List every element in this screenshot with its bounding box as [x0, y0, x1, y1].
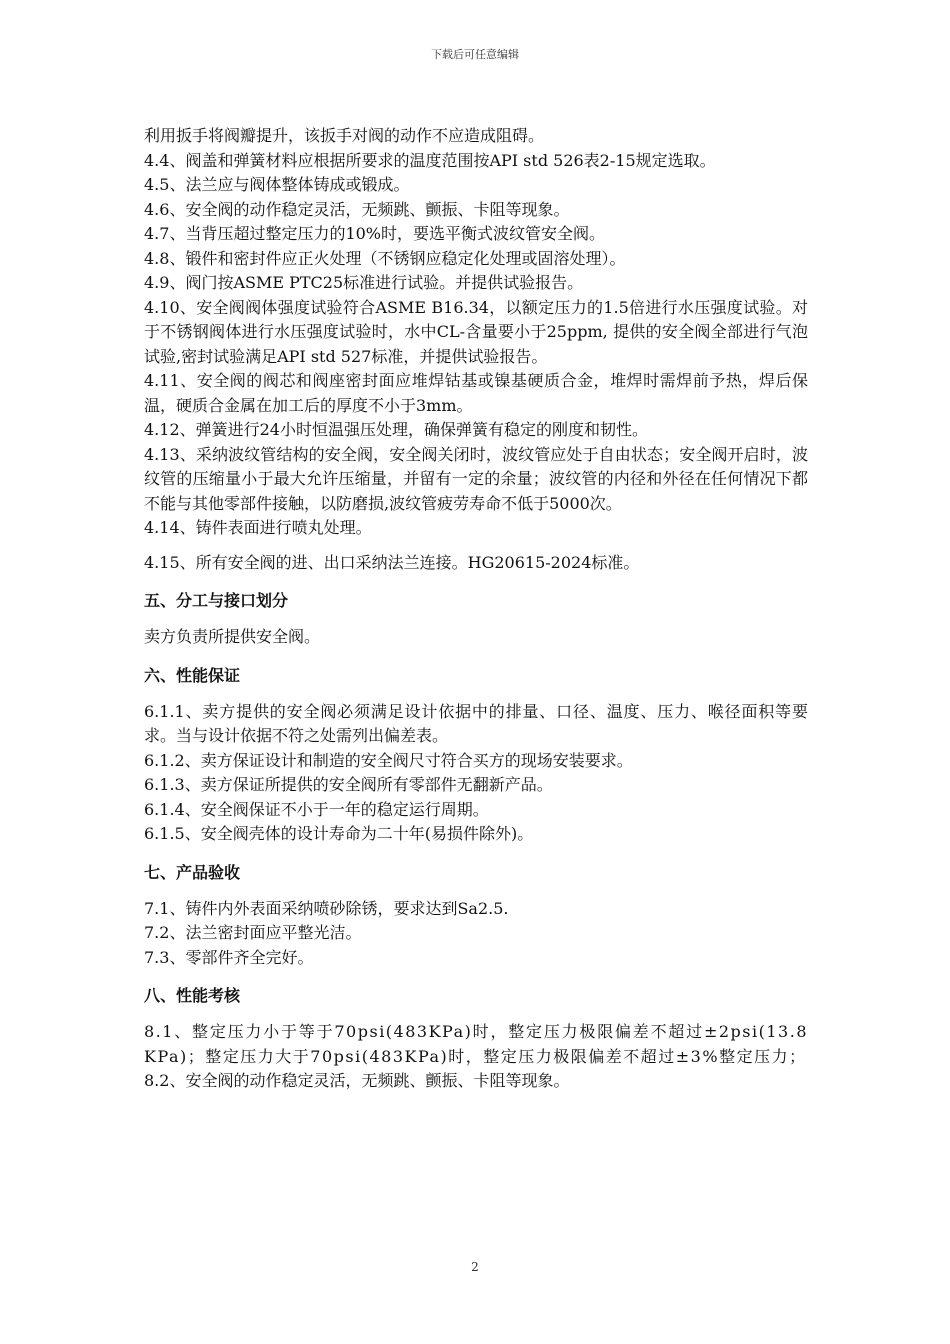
- page-number: 2: [471, 1260, 479, 1274]
- clause-4-13: 4.13、采纳波纹管结构的安全阀，安全阀关闭时，波纹管应处于自由状态；安全阀开启时，波纹管的压缩量小于最大允许压缩量，并留有一定的余量；波纹管的内径和外径在任何情况下都不能与其他零部件接触，以防磨损,波纹管疲劳寿命不低于5000次。: [144, 444, 808, 513]
- clause-4-11: 4.11、安全阀的阀芯和阀座密封面应堆焊钴基或镍基硬质合金，堆焊时需焊前予热，焊后保温，硬质合金属在加工后的厚度不小于3mm。: [144, 371, 808, 415]
- section-5-heading: 五、分工与接口划分: [144, 591, 289, 610]
- clause-6-1-2: 6.1.2、卖方保证设计和制造的安全阀尺寸符合买方的现场安装要求。: [144, 750, 633, 770]
- clause-4-6: 4.6、安全阀的动作稳定灵活，无频跳、颤振、卡阻等现象。: [144, 199, 570, 219]
- clause-6-1-3: 6.1.3、卖方保证所提供的安全阀所有零部件无翻新产品。: [144, 775, 553, 794]
- clause-4-9: 4.9、阀门按ASME PTC25标准进行试验。并提供试验报告。: [144, 273, 584, 292]
- clause-7-2: 7.2、法兰密封面应平整光洁。: [144, 923, 362, 942]
- clause-8-2: 8.2、安全阀的动作稳定灵活，无频跳、颤振、卡阻等现象。: [144, 1071, 570, 1090]
- page-header: 下载后可任意编辑: [431, 48, 519, 61]
- clause-4-4: 4.4、阀盖和弹簧材料应根据所要求的温度范围按API std 526表2-15规定选取。: [144, 150, 716, 170]
- clause-4-10: 4.10、安全阀阀体强度试验符合ASME B16.34，以额定压力的1.5倍进行水压强度试验。对于不锈钢阀体进行水压强度试验时，水中CL-含量要小于25ppm, 提供的安全阀全部进行气泡试验,密封试验满足API std 527标准，并提供试验报告。: [144, 297, 808, 366]
- clause-7-1: 7.1、铸件内外表面采纳喷砂除锈，要求达到Sa2.5.: [144, 898, 509, 918]
- clause-4-3-continued: 利用扳手将阀瓣提升，该扳手对阀的动作不应造成阻碍。: [144, 126, 545, 145]
- clause-6-1-5: 6.1.5、安全阀壳体的设计寿命为二十年(易损件除外)。: [144, 824, 534, 843]
- clause-4-15: 4.15、所有安全阀的进、出口采纳法兰连接。HG20615-2024标准。: [144, 552, 640, 572]
- clause-6-1-4: 6.1.4、安全阀保证不小于一年的稳定运行周期。: [144, 799, 489, 819]
- clause-8-1: 8.1、整定压力小于等于70psi(483KPa)时，整定压力极限偏差不超过±2psi(13.8KPa)；整定压力大于70psi(483KPa)时，整定压力极限偏差不超过±3%整定压力；: [144, 1022, 808, 1066]
- clause-4-8: 4.8、锻件和密封件应正火处理（不锈钢应稳定化处理或固溶处理）。: [144, 248, 626, 268]
- clause-4-5: 4.5、法兰应与阀体整体铸成或锻成。: [144, 175, 410, 194]
- clause-4-14: 4.14、铸件表面进行喷丸处理。: [144, 518, 372, 537]
- clause-4-12: 4.12、弹簧进行24小时恒温强压处理，确保弹簧有稳定的刚度和韧性。: [144, 420, 648, 439]
- clause-4-7: 4.7、当背压超过整定压力的10%时，要选平衡式波纹管安全阀。: [144, 224, 606, 243]
- section-6-heading: 六、性能保证: [144, 665, 241, 685]
- section-5-text: 卖方负责所提供安全阀。: [144, 627, 321, 646]
- document-body: [144, 124, 808, 1094]
- section-8-heading: 八、性能考核: [144, 986, 241, 1005]
- clause-7-3: 7.3、零部件齐全完好。: [144, 947, 314, 967]
- section-7-heading: 七、产品验收: [144, 862, 241, 882]
- clause-6-1-1: 6.1.1、卖方提供的安全阀必须满足设计依据中的排量、口径、温度、压力、喉径面积等要求。当与设计依据不符之处需列出偏差表。: [144, 701, 808, 745]
